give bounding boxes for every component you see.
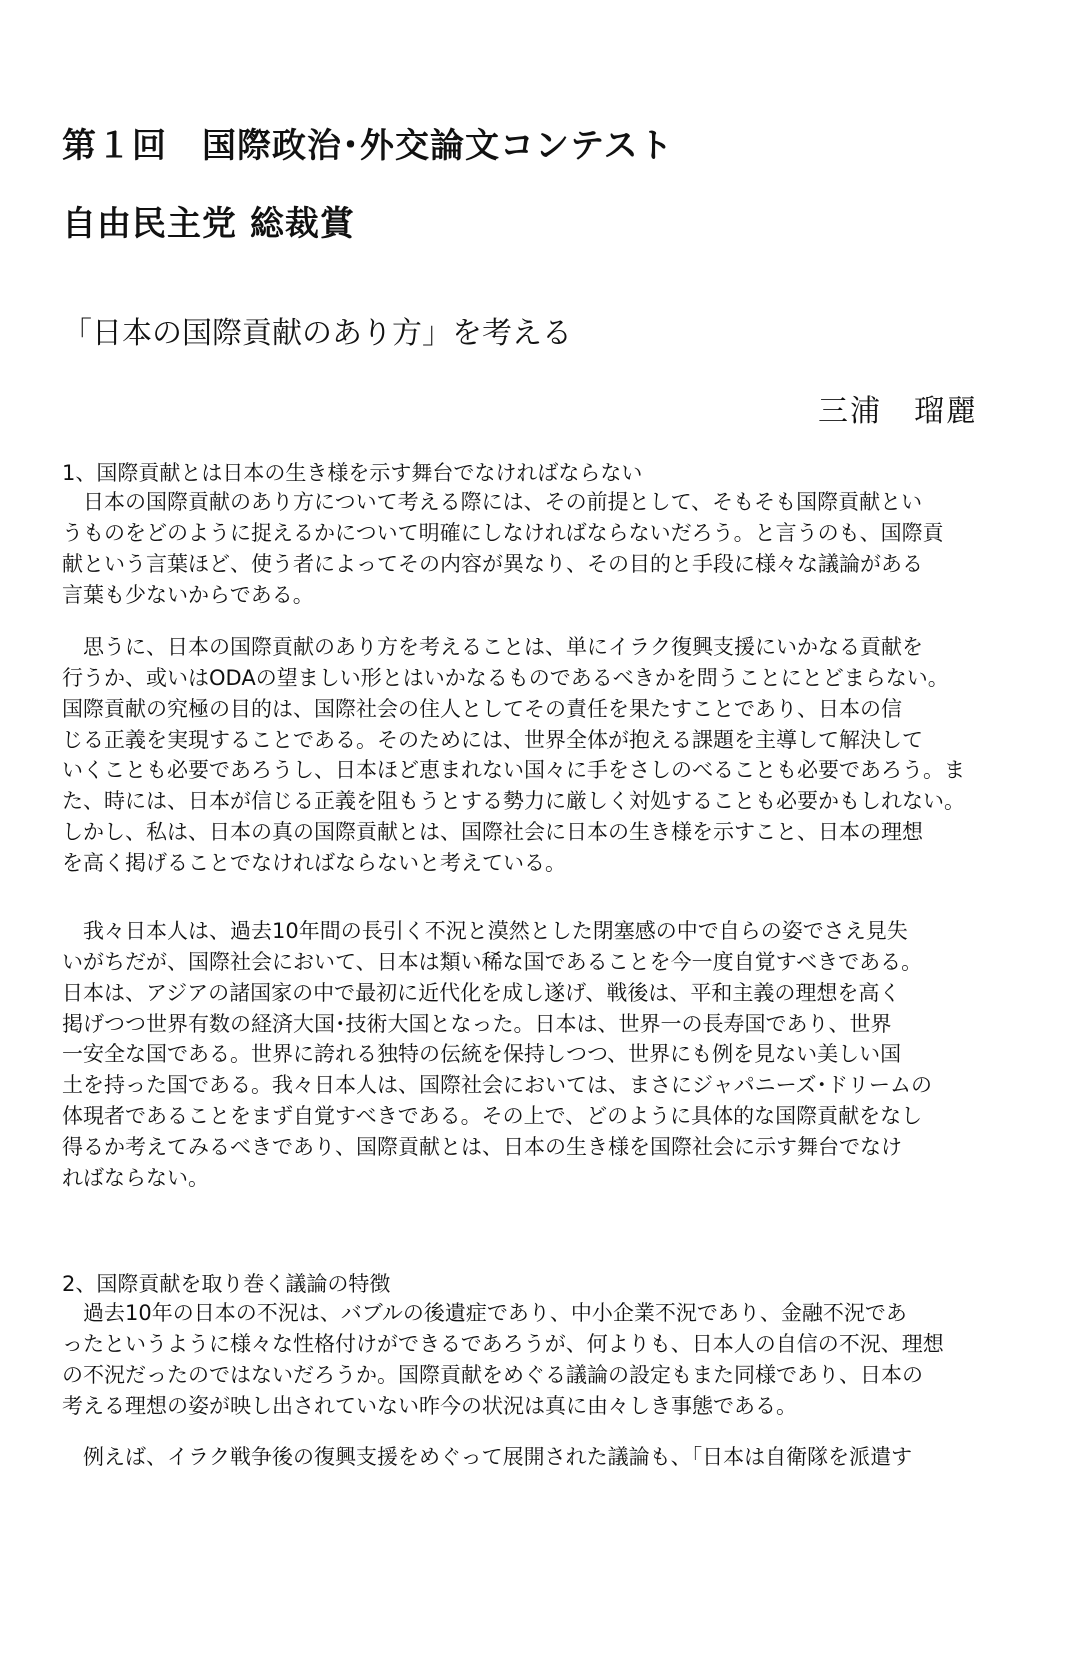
text-line: 日本の国際貢献のあり方について考える際には、その前提として、そもそも国際貢献とい: [62, 490, 923, 514]
text-line: を高く掲げることでなければならないと考えている。: [62, 850, 566, 875]
text-line: 一安全な国である。世界に誇れる独特の伝統を保持しつつ、世界にも例を見ない美しい国: [62, 1042, 902, 1067]
section-2-heading: 2、国際貢献を取り巻く議論の特徴: [62, 1272, 391, 1296]
text-line: しかし、私は、日本の真の国際貢献とは、国際社会に日本の生き様を示すこと、日本の理想: [62, 820, 923, 845]
section-1-paragraph-3: [62, 916, 1020, 1194]
text-line: た、時には、日本が信じる正義を阻もうとする勢力に厳しく対処することも必要かもしれない。: [62, 789, 965, 814]
award-title: 自由民主党 総裁賞: [62, 204, 355, 244]
text-line: じる正義を実現することである。そのためには、世界全体が抱える課題を主導して解決して: [62, 727, 923, 752]
text-line: 献という言葉ほど、使う者によってその内容が異なり、その目的と手段に様々な議論がある: [62, 551, 923, 576]
text-line: 行うか、或いはODAの望ましい形とはいかなるものであるべきかを問うことにとどまらない。: [62, 665, 949, 690]
text-line: いくことも必要であろうし、日本ほど恵まれない国々に手をさしのべることも必要であろう。ま: [62, 758, 965, 783]
text-line: ればならない。: [62, 1165, 209, 1190]
section-1-paragraph-2: [62, 632, 1020, 879]
text-line: うものをどのように捉えるかについて明確にしなければならないだろう。と言うのも、国際貢: [62, 520, 944, 545]
section-2-paragraph-2: [62, 1442, 1020, 1473]
text-line: 思うに、日本の国際貢献のあり方を考えることは、単にイラク復興支援にいかなる貢献を: [62, 635, 923, 659]
text-line: 我々日本人は、過去10年間の長引く不況と漠然とした閉塞感の中で自らの姿でさえ見失: [62, 919, 908, 943]
text-line: 体現者であることをまず自覚すべきである。その上で、どのように具体的な国際貢献をなし: [62, 1104, 923, 1129]
essay-title: 「日本の国際貢献のあり方」を考える: [62, 316, 572, 351]
text-line: 得るか考えてみるべきであり、国際貢献とは、日本の生き様を国際社会に示す舞台でなけ: [62, 1134, 902, 1159]
text-line: 考える理想の姿が映し出されていない昨今の状況は真に由々しき事態である。: [62, 1393, 797, 1418]
text-line: 過去10年の日本の不況は、バブルの後遺症であり、中小企業不況であり、金融不況であ: [62, 1301, 907, 1325]
text-line: 土を持った国である。我々日本人は、国際社会においては、まさにジャパニーズ･ドリームの: [62, 1073, 933, 1098]
text-line: 国際貢献の究極の目的は、国際社会の住人としてその責任を果たすことであり、日本の信: [62, 696, 902, 721]
text-line: 日本は、アジアの諸国家の中で最初に近代化を成し遂げ、戦後は、平和主義の理想を高く: [62, 980, 901, 1005]
text-line: ったというように様々な性格付けができるであろうが、何よりも、日本人の自信の不況、理想: [62, 1331, 944, 1356]
text-line: の不況だったのではないだろうか。国際貢献をめぐる議論の設定もまた同様であり、日本の: [62, 1362, 923, 1387]
section-2-paragraph-1: [62, 1298, 1020, 1421]
section-1-heading: 1、国際貢献とは日本の生き様を示す舞台でなければならない: [62, 461, 643, 485]
section-1-paragraph-1: [62, 487, 1020, 610]
text-line: 例えば、イラク戦争後の復興支援をめぐって展開された議論も、「日本は自衛隊を派遣す: [62, 1445, 913, 1469]
text-line: 掲げつつ世界有数の経済大国･技術大国となった。日本は、世界一の長寿国であり、世界: [62, 1011, 892, 1036]
text-line: 言葉も少ないからである。: [62, 582, 314, 607]
contest-title: 第１回 国際政治･外交論文コンテスト: [62, 126, 674, 166]
text-line: いがちだが、国際社会において、日本は類い稀な国であることを今一度自覚すべきである。: [62, 949, 923, 974]
author-name: 三浦 瑠麗: [818, 394, 978, 429]
